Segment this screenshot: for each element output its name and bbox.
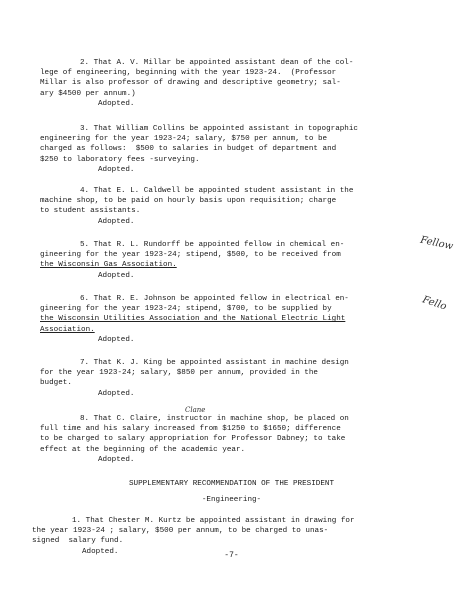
adopted-label: Adopted. [98,217,135,226]
handwritten-margin-note: Fello [420,294,448,313]
adopted-label: Adopted. [98,271,135,280]
item-line: machine shop, to be paid on hourly basis upon requisition; charge [40,197,337,206]
adopted-label: Adopted. [82,547,119,556]
item-line: Association. [40,325,95,334]
adopted-label: Adopted. [98,335,135,344]
item-line: 4. That E. L. Caldwell be appointed student assistant in the [80,187,354,195]
item-6 [40,294,424,345]
item-line: 1. That Chester M. Kurtz be appointed assistant in drawing for [72,517,355,525]
item-line: effect at the beginning of the academic year. [40,445,246,454]
item-line: to student assistants. [40,207,141,216]
adopted-label: Adopted. [98,455,135,464]
item-line: budget. [40,379,72,388]
item-line: engineering for the year 1923-24; salary, $750 per annum, to be [40,135,328,144]
section-heading: SUPPLEMENTARY RECOMMENDATION OF THE PRESIDENT [128,480,335,488]
item-line: 8. That C. Claire, instructor in machine shop, be placed on [80,415,349,423]
item-line: to be charged to salary appropriation for Professor Dabney; to take [40,435,346,444]
item-line: Millar is also professor of drawing and descriptive geometry; sal- [40,79,341,88]
item-line: 5. That R. L. Rundorff be appointed fellow in chemical en- [80,241,345,249]
item-line: gineering for the year 1923-24; stipend, $500, to be received from [40,251,341,260]
item-line: the Wisconsin Utilities Association and the National Electric Light [40,315,346,324]
handwritten-correction: Clane [185,406,206,414]
item-line: full time and his salary increased from $1250 to $1650; difference [40,425,341,434]
adopted-label: Adopted. [98,165,135,174]
adopted-label: Adopted. [98,99,135,108]
item-4 [40,186,424,227]
item-7 [40,358,424,399]
item-line: 6. That R. E. Johnson be appointed fellow in electrical en- [80,295,349,303]
item-line: lege of engineering, beginning with the year 1923-24. (Professor [40,69,337,78]
page-number: -7- [224,551,239,560]
section-subheading: -Engineering- [201,496,262,504]
item-line: the Wisconsin Gas Association. [40,261,177,270]
handwritten-margin-note: Fellow [419,234,455,253]
item-line: for the year 1923-24; salary, $850 per annum, provided in the [40,369,318,378]
item-line: ary $4500 per annum.) [40,89,136,98]
item-line: the year 1923-24 ; salary, $500 per annum, to be charged to unas- [32,527,329,536]
item-line: 7. That K. J. King be appointed assistant in machine design [80,359,349,367]
adopted-label: Adopted. [98,389,135,398]
item-line: gineering for the year 1923-24; stipend, $700, to be supplied by [40,305,332,314]
item-5 [40,240,424,281]
item-2 [40,58,424,109]
item-line: signed salary fund. [32,537,124,546]
item-3 [40,124,424,175]
item-8 [40,414,424,465]
item-line: charged as follows: $500 to salaries in budget of department and [40,145,337,154]
item-line: $250 to laboratory fees -surveying. [40,155,200,164]
item-line: 2. That A. V. Millar be appointed assistant dean of the col- [80,59,354,67]
item-line: 3. That William Collins be appointed assistant in topographic [80,125,358,133]
